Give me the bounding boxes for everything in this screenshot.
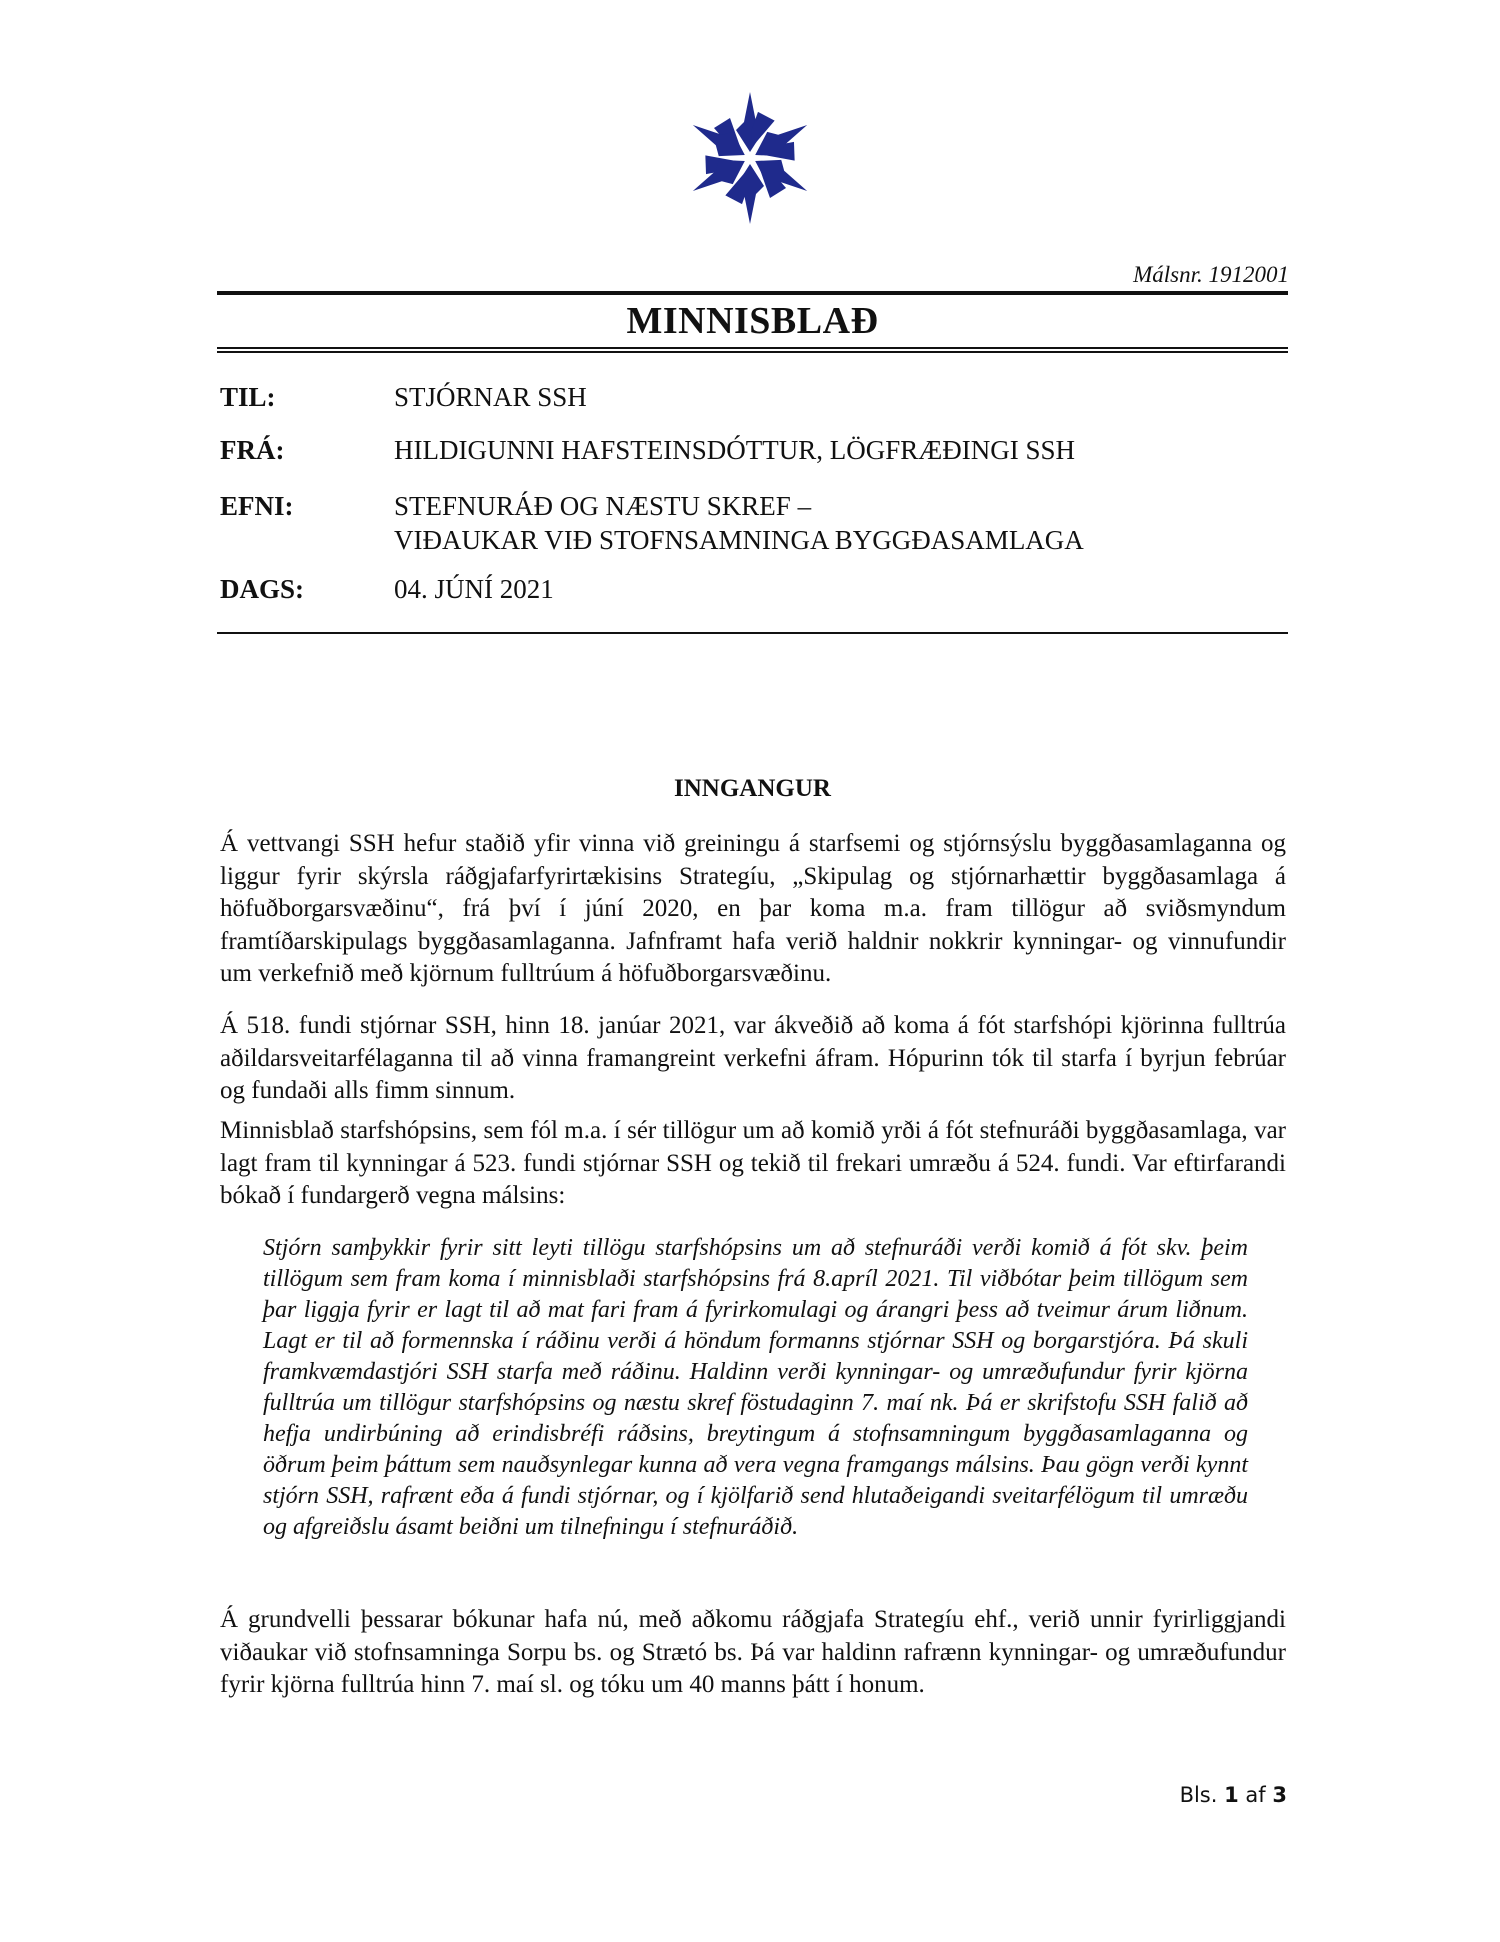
header-bottom-rule <box>217 632 1288 634</box>
page-separator: af <box>1245 1783 1266 1807</box>
header-to-value: STJÓRNAR SSH <box>394 382 587 412</box>
page-current: 1 <box>1224 1783 1239 1807</box>
page-prefix: Bls. <box>1179 1783 1218 1807</box>
page-total: 3 <box>1272 1783 1287 1807</box>
title-bottom-rule <box>217 347 1288 349</box>
paragraph-meeting: Á 518. fundi stjórnar SSH, hinn 18. janúar 2021, var ákveðið að koma á fót starfshópi kjörinna fulltrúa aðildarsveitarfélaganna til að vinna framangreint verkefni áfram. Hópurinn tók til starfa í byrjun febrúar og fundaði alls fimm sinnum. <box>220 1012 1286 1105</box>
paragraph-memo: Minnisblað starfshópsins, sem fól m.a. í sér tillögur um að komið yrði á fót stefnuráði byggðasamlaga, var lagt fram til kynningar á 523. fundi stjórnar SSH og tekið til frekari umræðu á 524. fundi. Var eftirfarandi bókað í fundargerð vegna málsins: <box>220 1117 1286 1210</box>
header-date-label: DAGS: <box>220 574 305 604</box>
paragraph-closing: Á grundvelli þessarar bókunar hafa nú, með aðkomu ráðgjafa Strategíu ehf., verið unnir fyrirliggjandi viðaukar við stofnsamninga Sorpu bs. og Strætó bs. Þá var haldinn rafrænn kynningar- og umræðufundur fyrir kjörna fulltrúa hinn 7. maí sl. og tóku um 40 manns þátt í honum. <box>220 1606 1286 1699</box>
paragraph-intro: Á vettvangi SSH hefur staðið yfir vinna við greiningu á starfsemi og stjórnsýslu byggðasamlaganna og liggur fyrir skýrsla ráðgjafarfyrirtækisins Strategíu, „Skipulag og stjórnarhættir byggðasamlaga á höfuðborgarsvæðinu“, frá því í júní 2020, en þar koma m.a. fram tillögur að sviðsmyndum framtíðarskipulags byggðasamlaganna. Jafnframt hafa verið haldnir nokkrir kynningar- og vinnufundir um verkefnið með kjörnum fulltrúum á höfuðborgarsvæðinu. <box>220 830 1286 988</box>
title-bottom-rule-2 <box>217 351 1288 353</box>
title-top-rule <box>217 291 1288 295</box>
section-heading: INNGANGUR <box>674 775 831 802</box>
page-number <box>1180 1783 1287 1807</box>
header-to-label: TIL: <box>220 382 276 412</box>
header-from-value: HILDIGUNNI HAFSTEINSDÓTTUR, LÖGFRÆÐINGI SSH <box>394 435 1075 465</box>
header-subject-label: EFNI: <box>220 491 294 521</box>
document-title: MINNISBLAÐ <box>626 300 879 342</box>
header-subject-line1: STEFNURÁÐ OG NÆSTU SKREF – <box>394 491 812 521</box>
ssh-logo-icon <box>680 88 820 228</box>
case-number: Málsnr. 1912001 <box>1133 262 1289 287</box>
header-date-value: 04. JÚNÍ 2021 <box>394 574 554 604</box>
meeting-minutes-quote: Stjórn samþykkir fyrir sitt leyti tillögu starfshópsins um að stefnuráði verði komið á fót skv. þeim tillögum sem fram koma í minnisblaði starfshópsins frá 8.apríl 2021. Til viðbótar þeim tillögum sem þar liggja fyrir er lagt til að mat fari fram á fyrirkomulagi og árangri þess að tveimur árum liðnum. Lagt er til að formennska í ráðinu verði á höndum formanns stjórnar SSH og borgarstjóra. Þá skuli framkvæmdastjóri SSH starfa með ráðinu. Haldinn verði kynningar- og umræðufundur fyrir kjörna fulltrúa um tillögur starfshópsins og næstu skref föstudaginn 7. maí nk. Þá er skrifstofu SSH falið að hefja undirbúning að erindisbréfi ráðsins, breytingum á stofnsamningum byggðasamlaganna og öðrum þeim þáttum sem nauðsynlegar kunna að vera vegna framgangs málsins. Þau gögn verði kynnt stjórn SSH, rafrænt eða á fundi stjórnar, og í kjölfarið send hlutaðeigandi sveitarfélögum til umræðu og afgreiðslu ásamt beiðni um tilnefningu í stefnuráðið. <box>263 1235 1248 1540</box>
header-subject-line2: VIÐAUKAR VIÐ STOFNSAMNINGA BYGGÐASAMLAGA <box>394 525 1084 555</box>
header-from-label: FRÁ: <box>220 435 285 465</box>
